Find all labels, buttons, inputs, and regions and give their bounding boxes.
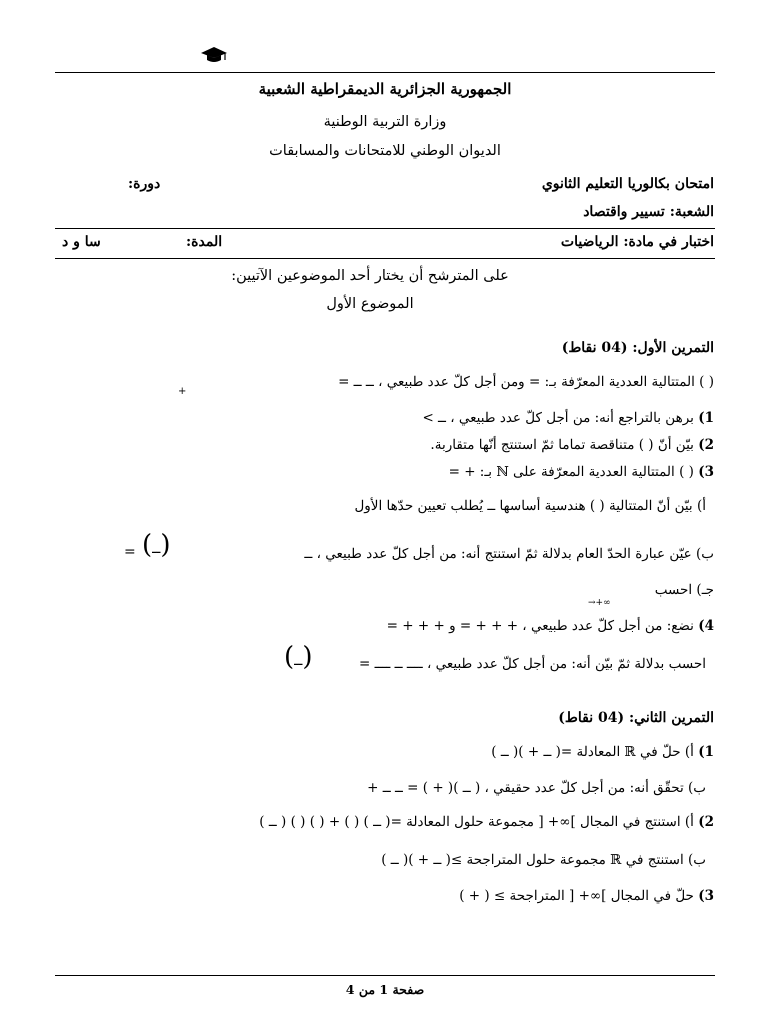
ex1-q1 <box>422 410 714 426</box>
ex2-q3-text: حلّ في المجال ]∞+ [ المتراجحة ≥ ( + ) <box>459 888 694 904</box>
header-rule-top <box>55 228 715 229</box>
footer-rule <box>55 975 715 976</box>
ex2-q1-number: 1) <box>698 744 714 760</box>
ex2-q1a <box>491 744 714 760</box>
ex1-q4 <box>387 618 714 634</box>
office-title: الديوان الوطني للامتحانات والمسابقات <box>269 143 501 159</box>
ministry-title: وزارة التربية الوطنية <box>323 114 447 130</box>
ex1-definition: ( ) المتتالية العددية المعرّفة بـ: = ومن أجل كلّ عدد طبيعي ، ــ ــ = <box>338 374 714 390</box>
exam-title: امتحان بكالوريا التعليم الثانوي <box>541 176 714 192</box>
ex1-q3-number: 3) <box>698 464 714 480</box>
ex1-q1-number: 1) <box>698 410 714 426</box>
branch-label: الشعبة: تسيير واقتصاد <box>583 204 714 220</box>
page-number: صفحة 1 من 4 <box>345 982 425 997</box>
ex2-q2b: ب) استنتج في ℝ مجموعة حلول المتراجحة ≥( ــ + )( ــ ) <box>381 852 706 868</box>
ex1-q4b-paren: (ــ) <box>284 642 313 672</box>
topic-title: الموضوع الأول <box>326 296 414 312</box>
ex1-q3c: جـ) احسب <box>654 582 714 598</box>
ex1-q3b-equals: = <box>124 544 136 560</box>
ex1-q3 <box>449 464 714 480</box>
ex1-q3a: أ) بيّن أنّ المتتالية ( ) هندسية أساسها ــ يُطلب تعيين حدّها الأول <box>354 498 706 514</box>
duration-value: سا و د <box>62 234 101 250</box>
duration-label: المدة: <box>186 234 223 250</box>
ex1-q3b: ب) عيّن عبارة الحدّ العام بدلالة ثمّ استنتج أنه: من أجل كلّ عدد طبيعي ، ــ <box>304 546 714 562</box>
ex1-q4-text: نضع: من أجل كلّ عدد طبيعي ، + + + = و + + + = <box>386 618 694 634</box>
ex1-q3-text: ( ) المتتالية العددية المعرّفة على ℕ بـ: + = <box>448 464 694 480</box>
ex1-q2-text: بيّن أنّ ( ) متناقصة تماما ثمّ استنتج أنّها متقاربة. <box>430 437 694 453</box>
ex2-title: التمرين الثاني: (04 نقاط) <box>558 710 714 726</box>
ex2-q2a-text: أ) استنتج في المجال ]∞+ [ مجموعة حلول المعادلة =( ــ ) ( ) + ( ) ( ) ( ــ ) <box>259 814 694 830</box>
ex1-q3b-paren: (ــ) <box>142 530 171 560</box>
ex2-q3 <box>459 888 714 904</box>
ex2-q3-number: 3) <box>698 888 714 904</box>
header-rule-bottom <box>55 258 715 259</box>
top-rule <box>55 72 715 73</box>
ex1-q1-text: برهن بالتراجع أنه: من أجل كلّ عدد طبيعي ، ــ > <box>422 410 694 426</box>
ex1-subscript: + <box>178 386 187 397</box>
session-label: دورة: <box>128 176 161 192</box>
country-title: الجمهورية الجزائرية الديمقراطية الشعبية <box>258 80 512 98</box>
ex1-q4b: احسب بدلالة ثمّ بيّن أنه: من أجل كلّ عدد طبيعي ، ــــ ــ ــــ = <box>358 656 706 672</box>
ex1-title: التمرين الأول: (04 نقاط) <box>561 340 714 356</box>
subject-label: اختبار في مادة: الرياضيات <box>560 234 714 250</box>
ex2-q1a-text: أ) حلّ في ℝ المعادلة =( ــ + )( ــ ) <box>491 744 694 760</box>
ex2-q2a <box>259 814 714 830</box>
ex1-q2-number: 2) <box>698 437 714 453</box>
ex1-q2 <box>430 437 714 453</box>
ex2-q1b: ب) تحقّق أنه: من أجل كلّ عدد حقيقي ، ( ــ )( + ) = ــ ــ + <box>367 780 706 796</box>
graduation-cap-icon <box>200 45 228 65</box>
ex1-q3c-limit: →+∞ <box>588 598 611 608</box>
ex2-q2-number: 2) <box>698 814 714 830</box>
choose-instruction: على المترشح أن يختار أحد الموضوعين الآتيين: <box>231 268 509 284</box>
ex1-q4-number: 4) <box>698 618 714 634</box>
